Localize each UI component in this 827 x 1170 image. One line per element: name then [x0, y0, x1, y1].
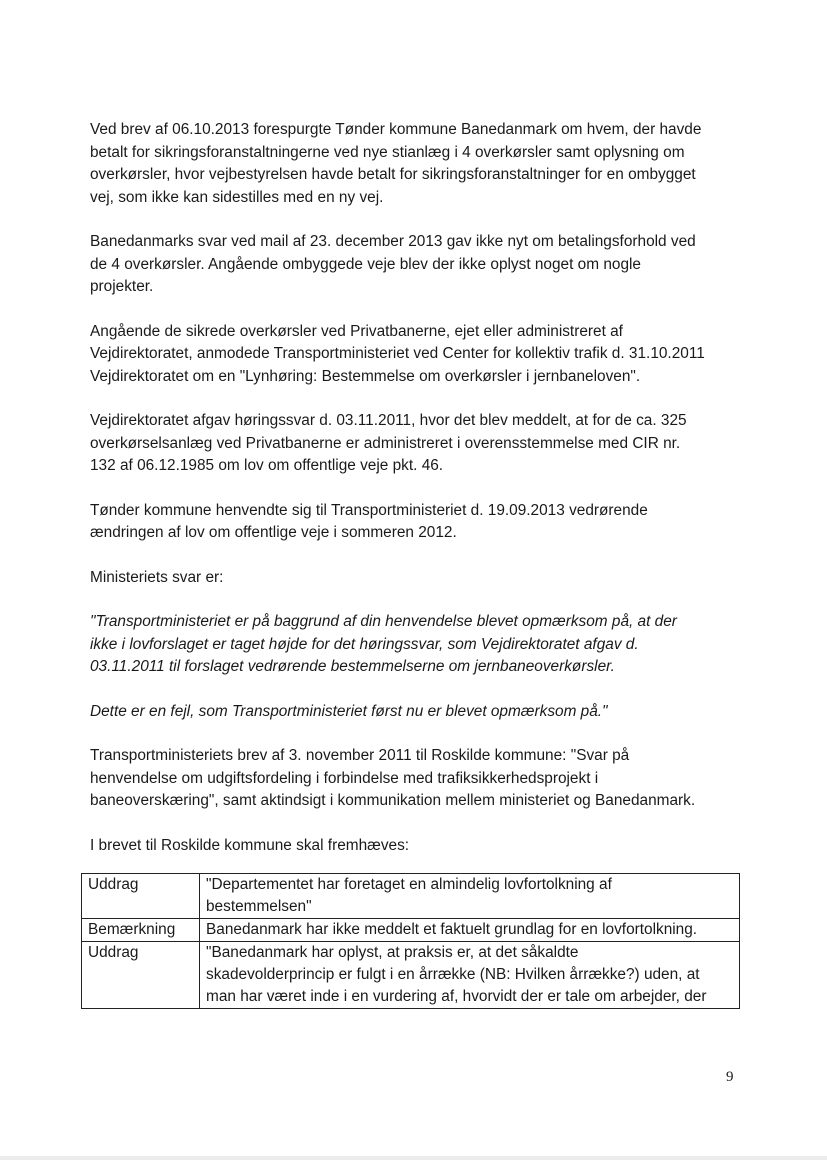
excerpt-table — [81, 873, 740, 1009]
paragraph-hoeringssvar: Vejdirektoratet afgav høringssvar d. 03.11.2011, hvor det blev meddelt, at for de ca. 325 overkørselsanlæg ved Privatbanerne er administreret i overensstemmelse med CIR nr. 132 af 06.12.1985 om lov om offentlige veje pkt. 46. — [90, 412, 687, 474]
table-row — [82, 874, 740, 919]
table-row — [82, 942, 740, 1009]
paragraph-roskilde-letter: Transportministeriets brev af 3. november 2011 til Roskilde kommune: "Svar på henvendelse om udgiftsfordeling i forbindelse med trafiksikkerhedsprojekt i baneoverskæring", samt aktindsigt i kommunikation mellem ministeriet og Banedanmark. — [90, 747, 696, 809]
paragraph-privatbanerne: Angående de sikrede overkørsler ved Privatbanerne, ejet eller administreret af Vejdirektoratet, anmodede Transportministeriet ved Center for kollektiv trafik d. 31.10.2011 Vejdirektoratet om en "Lynhøring: Bestemmelse om overkørsler i jernbaneloven". — [90, 322, 705, 385]
page-bottom-edge — [0, 1156, 827, 1160]
document-body — [90, 119, 760, 857]
quote-ministry-error: Dette er en fejl, som Transportministeriet først nu er blevet opmærksom på." — [90, 702, 608, 720]
table-row — [82, 919, 740, 942]
quote-ministry-reply: "Transportministeriet er på baggrund af din henvendelse blevet opmærksom på, at der ikke i lovforslaget er taget højde for det høringssvar, som Vejdirektoratet afgav d. 03.11.2011 til forslaget vedrørende bestemmelserne om jernbaneoverkørsler. — [90, 613, 677, 675]
row-text: Banedanmark har ikke meddelt et faktuelt grundlag for en lovfortolkning. — [200, 919, 740, 942]
row-text: "Departementet har foretaget en almindelig lovfortolkning af bestemmelsen" — [200, 874, 740, 919]
row-label: Bemærkning — [82, 919, 200, 942]
row-label: Uddrag — [82, 874, 200, 919]
paragraph-ministry-reply-intro: Ministeriets svar er: — [90, 568, 224, 586]
row-text: "Banedanmark har oplyst, at praksis er, at det såkaldte skadevolderprincip er fulgt i en årrække (NB: Hvilken årrække?) uden, at man har været inde i en vurdering af, hvorvidt der er tale om arbejder, der — [200, 942, 740, 1009]
paragraph-letter-06-10-2013: Ved brev af 06.10.2013 forespurgte Tønder kommune Banedanmark om hvem, der havde betalt for sikringsforanstaltningerne ved nye stianlæg i 4 overkørsler samt oplysning om overkørsler, hvor vejbestyrelsen havde betalt for sikringsforanstaltninger for en ombygget vej, som ikke kan sidestilles med en ny vej. — [90, 121, 702, 206]
page-number: 9 — [726, 1069, 734, 1085]
paragraph-banedanmark-reply: Banedanmarks svar ved mail af 23. december 2013 gav ikke nyt om betalingsforhold ved de 4 overkørsler. Angående ombyggede veje blev der ikke oplyst noget om nogle projekter. — [90, 233, 696, 295]
paragraph-roskilde-highlights: I brevet til Roskilde kommune skal fremhæves: — [90, 836, 410, 854]
row-label: Uddrag — [82, 942, 200, 1009]
paragraph-toender-inquiry: Tønder kommune henvendte sig til Transportministeriet d. 19.09.2013 vedrørende ændringen af lov om offentlige veje i sommeren 2012. — [90, 501, 648, 541]
